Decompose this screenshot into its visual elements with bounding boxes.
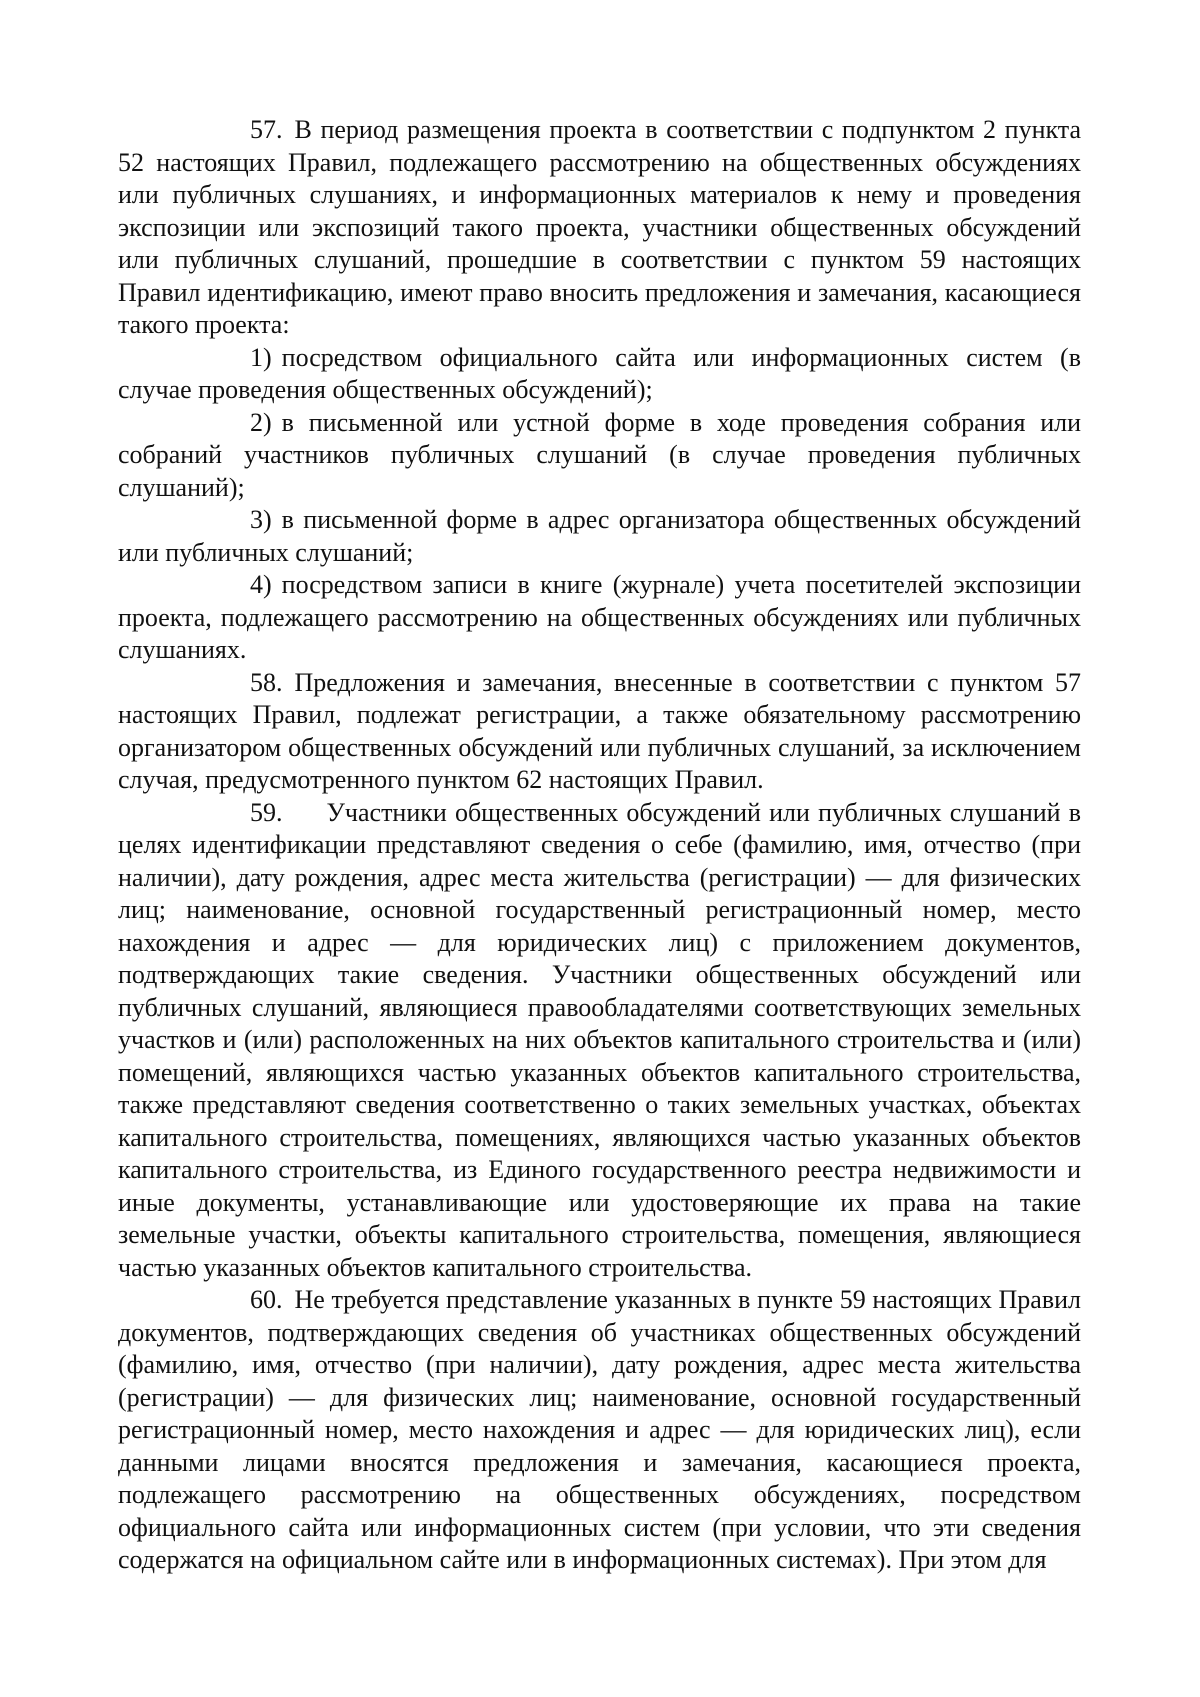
- document-page: [118, 114, 1081, 1577]
- item-number: 3): [250, 505, 272, 534]
- paragraph-text: Предложения и замечания, внесенные в соответствии с пунктом 57 настоящих Правил, подлежат регистрации, а также обязательному рассмотрению организатором общественных обсуждений или публичных слушаний, за исключением случая, предусмотренного пунктом 62 настоящих Правил.: [118, 667, 1081, 794]
- paragraph-57-item-3: [118, 504, 1081, 569]
- paragraph-58: [118, 667, 1081, 797]
- item-number: 4): [250, 570, 272, 599]
- paragraph-text: В период размещения проекта в соответствии с подпунктом 2 пункта 52 настоящих Правил, подлежащего рассмотрению на общественных обсуждениях или публичных слушаниях, и информационных материалов к нему и проведения экспозиции или экспозиций такого проекта, участники общественных обсуждений или публичных слушаний, прошедшие в соответствии с пунктом 59 настоящих Правил идентификацию, имеют право вносить предложения и замечания, касающиеся такого проекта:: [118, 115, 1081, 339]
- paragraph-57-item-1: [118, 342, 1081, 407]
- item-number: 2): [250, 407, 272, 437]
- paragraph-59: [118, 797, 1081, 1285]
- paragraph-text: Не требуется представление указанных в пункте 59 настоящих Правил документов, подтверждающих сведения об участниках общественных обсуждений (фамилию, имя, отчество (при наличии), дату рождения, адрес места жительства (регистрации) — для физических лиц; наименование, основной государственный регистрационный номер, место нахождения и адрес — для юридических лиц), если данными лицами вносятся предложения и замечания, касающиеся проекта, подлежащего рассмотрению на общественных обсуждениях, посредством официального сайта или информационных систем (при условии, что эти сведения содержатся на официальном сайте или в информационных системах). При этом для: [118, 1285, 1081, 1574]
- paragraph-57: [118, 114, 1081, 342]
- paragraph-number: 60.: [250, 1285, 283, 1314]
- paragraph-number: 57.: [250, 115, 283, 144]
- item-text: посредством официального сайта или информационных систем (в случае проведения общественных обсуждений);: [118, 342, 1081, 404]
- item-number: 1): [250, 342, 272, 372]
- item-text: в письменной или устной форме в ходе проведения собрания или собраний участников публичных слушаний (в случае проведения публичных слушаний);: [118, 407, 1081, 502]
- paragraph-number: 58.: [250, 667, 283, 697]
- paragraph-57-item-4: [118, 569, 1081, 667]
- paragraph-text: Участники общественных обсуждений или публичных слушаний в целях идентификации представляют сведения о себе (фамилию, имя, отчество (при наличии), дату рождения, адрес места жительства (регистрации) — для физических лиц; наименование, основной государственный регистрационный номер, место нахождения и адрес — для юридических лиц) с приложением документов, подтверждающих такие сведения. Участники общественных обсуждений или публичных слушаний, являющиеся правообладателями соответствующих земельных участков и (или) расположенных на них объектов капитального строительства и (или) помещений, являющихся частью указанных объектов капитального строительства, также представляют сведения соответственно о таких земельных участках, объектах капитального строительства, помещениях, являющихся частью указанных объектов капитального строительства, из Единого государственного реестра недвижимости и иные документы, устанавливающие или удостоверяющие их права на такие земельные участки, объекты капитального строительства, помещения, являющиеся частью указанных объектов капитального строительства.: [118, 797, 1081, 1282]
- paragraph-60: [118, 1284, 1081, 1577]
- item-text: в письменной форме в адрес организатора общественных обсуждений или публичных слушаний;: [118, 505, 1081, 567]
- item-text: посредством записи в книге (журнале) учета посетителей экспозиции проекта, подлежащего рассмотрению на общественных обсуждениях или публичных слушаниях.: [118, 570, 1081, 664]
- paragraph-number: 59.: [250, 797, 283, 827]
- paragraph-57-item-2: [118, 407, 1081, 505]
